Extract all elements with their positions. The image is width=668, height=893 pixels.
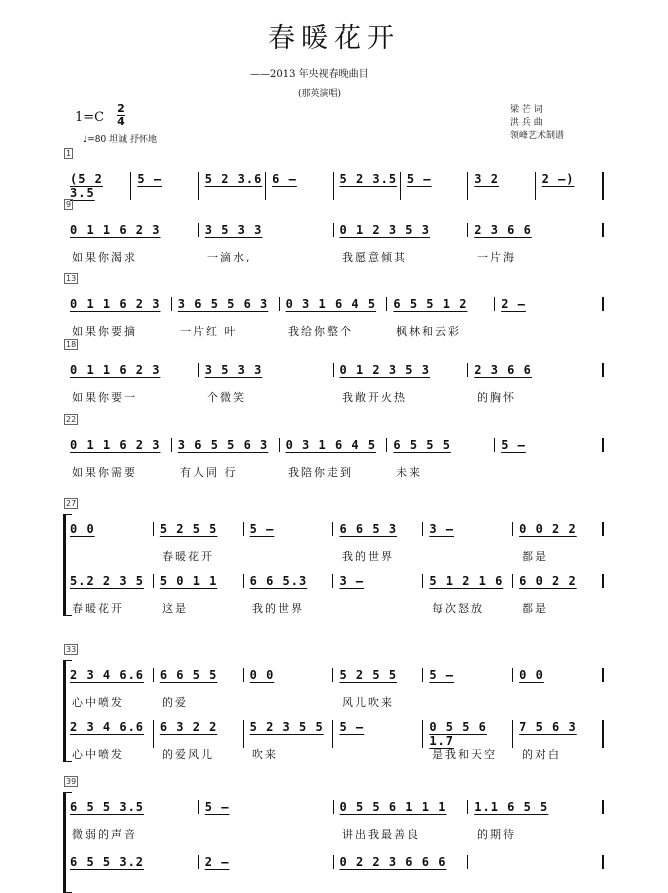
measure: 5 2 5 5: [154, 522, 244, 536]
meter-bottom: 4: [117, 115, 125, 128]
measure: 5 –: [495, 438, 604, 452]
lyric-segment: 我的世界: [252, 602, 304, 615]
measure-number: 27: [66, 499, 77, 508]
measure: 3 –: [423, 522, 513, 536]
measure: 0 1 2 3 5 3: [334, 223, 469, 237]
lyric-segment: 讲出我最善良: [342, 828, 420, 841]
measure: 5 2 3.5: [334, 172, 401, 200]
measure: 0 0: [244, 668, 334, 682]
measure: 2 3 6 6: [468, 223, 604, 237]
lyric-segment: 的爱: [162, 696, 188, 709]
measure-number: 13: [66, 274, 77, 283]
measure: 5 –: [199, 800, 334, 814]
lyric-segment: [64, 548, 154, 564]
lyric-segment: 我敞开火热: [342, 391, 407, 404]
notation-line: [64, 855, 604, 869]
lyric-segment: 一片海: [477, 251, 516, 264]
lyrics-line: [64, 746, 604, 762]
lyric-segment: 我愿意倾其: [342, 251, 407, 264]
notation-line: [64, 363, 604, 377]
notation-line: [64, 223, 604, 237]
composer-credit: 洪 兵 曲: [510, 118, 543, 128]
measure: 0 3 1 6 4 5: [280, 297, 388, 311]
measure: 3 6 5 5 6 3: [172, 297, 280, 311]
lyric-segment: [514, 694, 604, 710]
lyric-segment: [244, 548, 334, 564]
key-signature: 1=C: [75, 110, 105, 125]
notation-line: [64, 720, 604, 748]
measure-number: 33: [66, 645, 77, 654]
notation-line: [64, 522, 604, 536]
measure-number: 22: [66, 415, 77, 424]
lyric-segment: [496, 323, 604, 339]
lyric-segment: 春暖花开: [162, 550, 214, 563]
measure: 0 1 1 6 2 3: [64, 363, 199, 377]
lyric-segment: 春暖花开: [72, 602, 124, 615]
lyric-segment: [199, 826, 334, 842]
notation-line: [64, 297, 604, 311]
measure: 0 3 1 6 4 5: [280, 438, 388, 452]
lyric-segment: 有人同 行: [180, 466, 238, 479]
measure-number: 1: [66, 149, 72, 158]
lyric-segment: 是我和天空: [432, 748, 497, 761]
measure: 0 5 5 6 1.7: [423, 720, 513, 748]
measure: 5 –: [244, 522, 334, 536]
lyric-segment: 个微笑: [207, 391, 246, 404]
lyric-segment: [496, 464, 604, 480]
measure: 0 2 2 3 6 6 6: [334, 855, 469, 869]
lyric-segment: 枫林和云彩: [396, 325, 461, 338]
lyrics-line: [64, 249, 604, 265]
lyric-segment: [424, 548, 514, 564]
measure: 6 5 5 5: [387, 438, 495, 452]
measure: 5 2 3.6: [199, 172, 266, 200]
lyric-segment: 都是: [522, 602, 548, 615]
lyric-segment: [424, 694, 514, 710]
measure: 6 5 5 3.5: [64, 800, 199, 814]
lyric-segment: 我给你整个: [288, 325, 353, 338]
measure: 6 6 5 5: [154, 668, 244, 682]
measure: (5 2 3.5: [64, 172, 131, 200]
lyric-segment: 都是: [522, 550, 548, 563]
measure: 6 6 5 3: [333, 522, 423, 536]
measure: 6 –: [266, 172, 333, 200]
lyric-segment: 每次怒放: [432, 602, 484, 615]
lyric-segment: 如果你要摘: [72, 325, 137, 338]
measure: 2 3 6 6: [468, 363, 604, 377]
measure: 0 1 1 6 2 3: [64, 297, 172, 311]
song-subtitle: ——2013 年央视春晚曲目: [250, 69, 369, 80]
measure-number: 9: [66, 200, 72, 209]
measure: 3 2: [468, 172, 535, 200]
lyric-segment: [334, 600, 424, 616]
measure: 6 5 5 3.2: [64, 855, 199, 869]
lyric-segment: 吹来: [252, 748, 278, 761]
measure: 5 1 2 1 6: [423, 574, 513, 588]
measure: 7 5 6 3: [513, 720, 604, 748]
measure: 6 5 5 1 2: [387, 297, 495, 311]
lyrics-line: [64, 323, 604, 339]
measure: 5 –: [333, 720, 423, 748]
notation-line: [64, 438, 604, 452]
meter-top: 2: [117, 102, 125, 115]
measure-number: 18: [66, 340, 77, 349]
lyric-segment: 风儿吹来: [342, 696, 394, 709]
measure: 5 –: [401, 172, 468, 200]
system-brace: [63, 514, 72, 616]
system-brace: [63, 792, 72, 893]
credits: [510, 104, 564, 143]
measure: 0 0: [513, 668, 604, 682]
lyric-segment: 的胸怀: [477, 391, 516, 404]
lyric-segment: 一片红 叶: [180, 325, 238, 338]
measure-number: 39: [66, 777, 77, 786]
lyric-segment: 心中喷发: [72, 748, 124, 761]
notation-line: [64, 172, 604, 200]
lyrics-line: [64, 600, 604, 616]
lyric-segment: 如果你要一: [72, 391, 137, 404]
song-title: 春暖花开: [268, 23, 400, 54]
lyric-segment: [244, 694, 334, 710]
lyrics-line: [64, 389, 604, 405]
lyric-segment: 如果你需要: [72, 466, 137, 479]
lyric-segment: 一滴水,: [207, 251, 252, 264]
measure: 5.2 2 3 5: [64, 574, 154, 588]
measure: 0 1 2 3 5 3: [334, 363, 469, 377]
measure: 0 0 2 2: [513, 522, 604, 536]
measure: 3 6 5 5 6 3: [172, 438, 280, 452]
measure: 2 –: [199, 855, 334, 869]
measure: 5 –: [131, 172, 198, 200]
lyrics-line: [64, 464, 604, 480]
lyric-segment: 的爱风儿: [162, 748, 214, 761]
measure: 6 0 2 2: [513, 574, 604, 588]
system-brace: [63, 660, 72, 762]
notation-line: [64, 574, 604, 588]
measure: 5 0 1 1: [154, 574, 244, 588]
measure: 2 –: [495, 297, 604, 311]
lyric-segment: 如果你渴求: [72, 251, 137, 264]
lyric-segment: 微弱的声音: [72, 828, 137, 841]
measure: 0 1 1 6 2 3: [64, 223, 199, 237]
measure: 5 2 3 5 5: [244, 720, 334, 748]
measure: 3 5 3 3: [199, 363, 334, 377]
lyric-segment: [334, 746, 424, 762]
measure: 6 6 5.3: [244, 574, 334, 588]
measure: 0 5 5 6 1 1 1: [334, 800, 469, 814]
lyric-segment: 的对白: [522, 748, 561, 761]
lyrics-line: [64, 548, 604, 564]
measure: 3 –: [333, 574, 423, 588]
measure: [468, 855, 604, 869]
singer-note: (那英演唱): [298, 89, 342, 99]
measure: 0 1 1 6 2 3: [64, 438, 172, 452]
measure: 5 –: [423, 668, 513, 682]
measure: 3 5 3 3: [199, 223, 334, 237]
lyric-segment: 我陪你走到: [288, 466, 353, 479]
measure: 6 3 2 2: [154, 720, 244, 748]
lyricist-credit: 梁 芒 词: [510, 105, 543, 115]
lyric-segment: 的期待: [477, 828, 516, 841]
measure: 5 2 5 5: [333, 668, 423, 682]
notation-line: [64, 668, 604, 682]
lyrics-line: [64, 694, 604, 710]
measure: 1.1 6 5 5: [468, 800, 604, 814]
notation-line: [64, 800, 604, 814]
measure: 0 0: [64, 522, 154, 536]
lyric-segment: 我的世界: [342, 550, 394, 563]
measure: 2 3 4 6.6: [64, 720, 154, 748]
lyric-segment: 这是: [162, 602, 188, 615]
measure: 2 3 4 6.6: [64, 668, 154, 682]
arranger-credit: 领峰艺术制谱: [510, 131, 565, 141]
lyric-segment: 未来: [396, 466, 422, 479]
measure: 2 –): [536, 172, 604, 200]
time-signature: [117, 104, 125, 127]
tempo-marking: ♩=80 坦诚 抒怀地: [83, 135, 157, 145]
lyric-segment: 心中喷发: [72, 696, 124, 709]
lyrics-line: [64, 826, 604, 842]
